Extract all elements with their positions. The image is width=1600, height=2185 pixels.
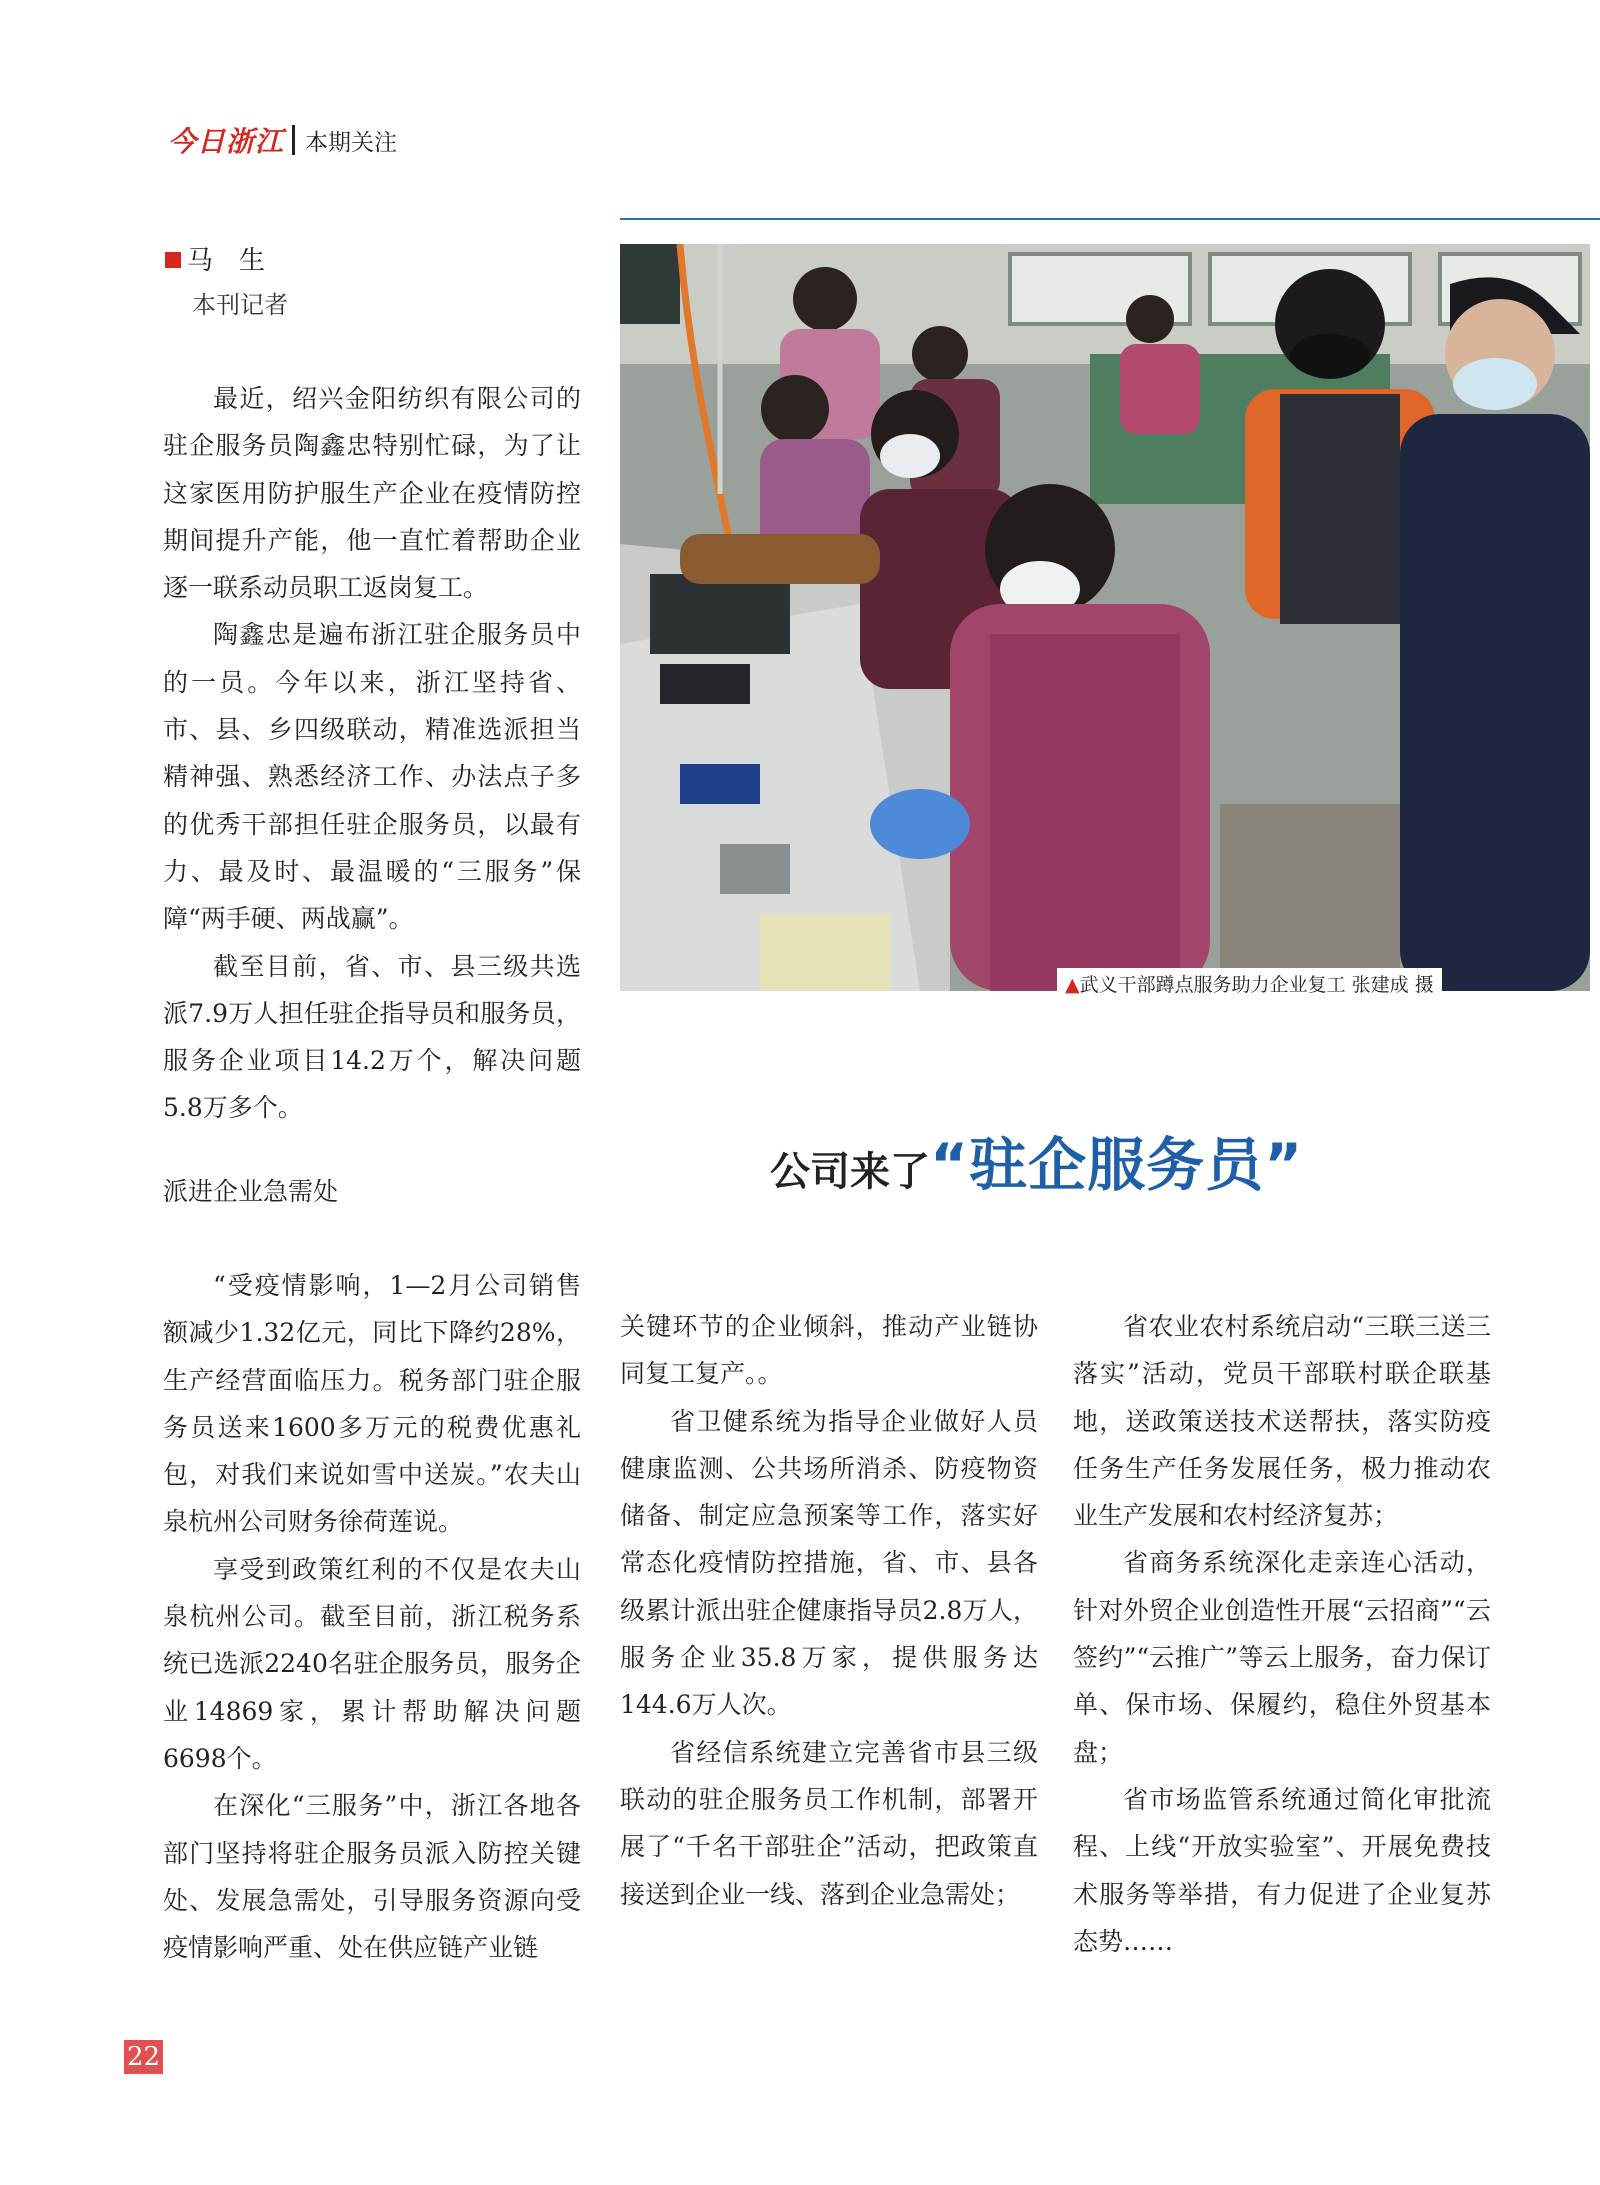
caption-triangle-icon: ▲ (1065, 974, 1080, 996)
article-column-2 (620, 1303, 1038, 1918)
top-rule (620, 218, 1600, 220)
byline-author (165, 240, 265, 277)
byline-role: 本刊记者 (192, 291, 288, 319)
article-headline (770, 1118, 1303, 1202)
header-divider (292, 125, 295, 155)
paragraph: 在深化“三服务”中，浙江各地各部门坚持将驻企服务员派入防控关键处、发展急需处，引导服务资源向受疫情影响严重、处在供应链产业链 (163, 1791, 581, 1963)
article-column-1-bottom (163, 1262, 581, 1971)
paragraph: 省市场监管系统通过简化审批流程、上线“开放实验室”、开展免费技术服务等举措，有力促进了企业复苏态势…… (1073, 1784, 1491, 1956)
photo-caption (1057, 968, 1442, 999)
page-number: 22 (124, 2040, 163, 2074)
paragraph: 省经信系统建立完善省市县三级联动的驻企服务员工作机制，部署开展了“千名干部驻企”活动，把政策直接送到企业一线、落到企业急需处； (620, 1737, 1038, 1909)
section-label: 本期关注 (305, 129, 398, 156)
article-photo (620, 244, 1590, 991)
article-column-1-top (163, 375, 581, 1132)
page-header (168, 120, 397, 160)
author-name: 马 生 (187, 246, 266, 276)
factory-photo-illustration (620, 244, 1590, 991)
paragraph: 享受到政策红利的不仅是农夫山泉杭州公司。截至目前，浙江税务系统已选派2240名驻企服务员，服务企业14869家，累计帮助解决问题6698个。 (163, 1554, 581, 1773)
paragraph: “受疫情影响，1—2月公司销售额减少1.32亿元，同比下降约28%，生产经营面临压力。税务部门驻企服务员送来1600多万元的税费优惠礼包，对我们来说如雪中送炭。”农夫山泉杭州公司财务徐荷莲说。 (163, 1271, 581, 1537)
article-column-3 (1073, 1303, 1491, 1965)
headline-prefix: 公司来了 (770, 1148, 930, 1195)
paragraph: 省农业农村系统启动“三联三送三落实”活动，党员干部联村联企联基地，送政策送技术送帮扶，落实防疫任务生产任务发展任务，极力推动农业生产发展和农村经济复苏； (1073, 1312, 1491, 1531)
byline-marker-icon (165, 252, 181, 268)
paragraph: 省商务系统深化走亲连心活动，针对外贸企业创造性开展“云招商”“云签约”“云推广”等云上服务，奋力保订单、保市场、保履约，稳住外贸基本盘； (1073, 1548, 1491, 1767)
brand-logo: 今日浙江 (168, 125, 285, 158)
section-subhead: 派进企业急需处 (163, 1177, 339, 1206)
paragraph: 最近，绍兴金阳纺织有限公司的驻企服务员陶鑫忠特别忙碌，为了让这家医用防护服生产企业在疫情防控期间提升产能，他一直忙着帮助企业逐一联系动员职工返岗复工。 (163, 384, 581, 603)
caption-text: 武义干部蹲点服务助力企业复工 张建成 摄 (1079, 974, 1434, 996)
paragraph-continued: 关键环节的企业倾斜，推动产业链协同复工复产。。 (620, 1312, 1038, 1389)
paragraph: 截至目前，省、市、县三级共选派7.9万人担任驻企指导员和服务员，服务企业项目14.2万个，解决问题5.8万多个。 (163, 951, 581, 1123)
paragraph: 省卫健系统为指导企业做好人员健康监测、公共场所消杀、防疫物资储备、制定应急预案等工作，落实好常态化疫情防控措施，省、市、县各级累计派出驻企健康指导员2.8万人，服务企业35.8万家，提供服务达144.6万人次。 (620, 1406, 1038, 1720)
headline-main: “驻企服务员” (930, 1131, 1304, 1199)
paragraph: 陶鑫忠是遍布浙江驻企服务员中的一员。今年以来，浙江坚持省、市、县、乡四级联动，精准选派担当精神强、熟悉经济工作、办法点子多的优秀干部担任驻企服务员，以最有力、最及时、最温暖的“三服务”保障“两手硬、两战赢”。 (163, 620, 581, 934)
